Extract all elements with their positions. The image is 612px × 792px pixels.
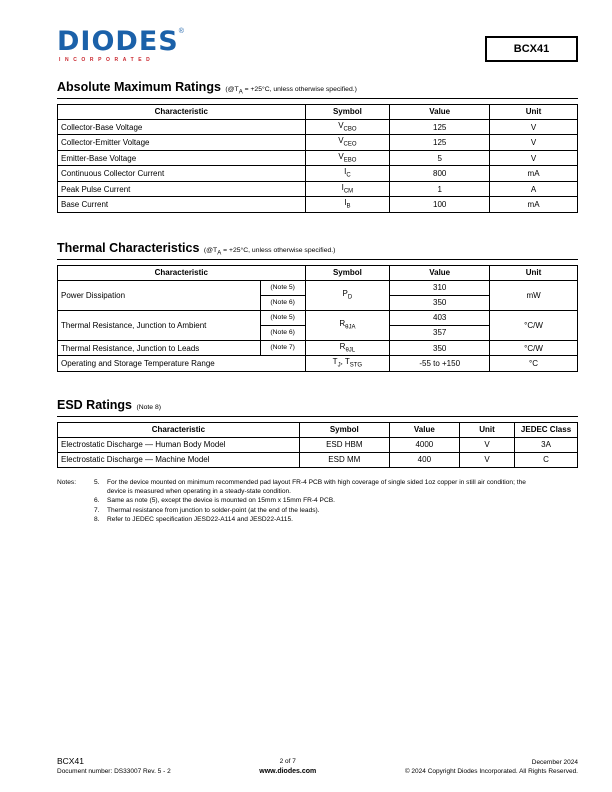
symbol-subscript: B: [346, 204, 351, 211]
unit-cell: V: [459, 452, 514, 467]
note-text: Thermal resistance from junction to solder-point (at the end of the leads).: [107, 506, 320, 514]
symbol-subscript: EBO: [343, 157, 357, 164]
unit-cell: V: [490, 120, 578, 135]
section-heading-esd-ratings: [57, 396, 578, 417]
symbol-cell: ESD MM: [299, 452, 389, 467]
symbol-text: I: [344, 198, 347, 208]
table-header-row: [58, 265, 578, 280]
note-ref-cell: (Note 7): [260, 340, 305, 355]
note-ref-cell: (Note 5): [260, 280, 305, 295]
symbol-cell: [305, 310, 390, 340]
symbol-cell: [305, 356, 390, 371]
absolute-maximum-ratings-table: [57, 104, 578, 213]
symbol-text: R: [339, 319, 346, 329]
col-header-jedec-class: JEDEC Class: [515, 422, 578, 437]
characteristic-cell: Power Dissipation: [58, 280, 261, 310]
subscript: A: [238, 89, 243, 96]
symbol-subscript: CM: [343, 188, 354, 195]
value-cell: 125: [390, 120, 490, 135]
section-title: ESD Ratings: [57, 397, 133, 412]
col-header-characteristic: Characteristic: [58, 265, 306, 280]
page-header: [57, 28, 578, 63]
unit-cell: A: [490, 181, 578, 196]
value-cell: 4000: [389, 437, 459, 452]
table-row: [58, 437, 578, 452]
symbol-cell: [305, 197, 390, 212]
part-number-box: BCX41: [485, 36, 578, 62]
table-row: [58, 197, 578, 212]
footer-website-link[interactable]: www.diodes.com: [259, 767, 317, 775]
symbol-text: V: [338, 151, 344, 161]
symbol-cell: [305, 135, 390, 150]
section-title: Absolute Maximum Ratings: [57, 80, 221, 94]
characteristic-cell: Electrostatic Discharge — Human Body Model: [58, 437, 300, 452]
diodes-logo: [57, 28, 184, 63]
note-text: Refer to JEDEC specification JESD22-A114 and JESD22-A115.: [107, 515, 293, 523]
footer-copyright: © 2024 Copyright Diodes Incorporated. All Rights Reserved.: [404, 768, 578, 776]
esd-ratings-table: [57, 422, 578, 468]
characteristic-cell: Emitter-Base Voltage: [58, 150, 306, 165]
note-text: Same as note (5), except the device is mounted on 15mm x 15mm FR-4 PCB.: [107, 497, 335, 505]
symbol-cell: [305, 340, 390, 355]
unit-cell: V: [490, 150, 578, 165]
note-number: 6.: [94, 497, 100, 505]
footer-part-number: BCX41: [57, 755, 84, 766]
table-row: [58, 452, 578, 467]
table-row: [58, 135, 578, 150]
symbol-cell: [305, 120, 390, 135]
symbol-text: V: [338, 121, 344, 130]
value-cell: 357: [390, 325, 490, 340]
value-cell: 5: [390, 150, 490, 165]
notes-list: [94, 478, 537, 524]
footer-page-number: 2 of 7: [279, 757, 296, 765]
col-header-unit: Unit: [490, 105, 578, 120]
unit-cell: mA: [490, 166, 578, 181]
footer-right: [405, 758, 578, 778]
note-ref-cell: (Note 6): [260, 325, 305, 340]
col-header-value: Value: [389, 422, 459, 437]
characteristic-cell: Peak Pulse Current: [58, 181, 306, 196]
symbol-text: I: [341, 182, 344, 192]
section-heading-absolute-maximum-ratings: [57, 78, 578, 99]
logo-text: DIODES: [57, 26, 179, 57]
section-condition: ($@T_A = +25^\circ C$, unless otherwise specified.): [203, 246, 336, 257]
characteristic-cell: Thermal Resistance, Junction to Ambient: [58, 310, 261, 340]
col-header-symbol: Symbol: [299, 422, 389, 437]
symbol-text: I: [344, 167, 347, 177]
value-cell: 403: [390, 310, 490, 325]
symbol-subscript: θJL: [345, 347, 356, 354]
symbol-subscript: STG: [349, 362, 363, 369]
value-cell: 1: [390, 181, 490, 196]
table-row: [58, 340, 578, 355]
characteristic-cell: Operating and Storage Temperature Range: [58, 356, 306, 371]
value-cell: 350: [390, 340, 490, 355]
symbol-subscript: C: [346, 173, 351, 180]
symbol-text: T: [332, 357, 338, 367]
symbol-cell: [305, 166, 390, 181]
footer-document-number: Document number: DS33007 Rev. 5 - 2: [57, 768, 171, 776]
unit-cell: V: [490, 135, 578, 150]
value-cell: 100: [390, 197, 490, 212]
table-row: [58, 181, 578, 196]
subscript: A: [217, 250, 222, 257]
table-row: [58, 150, 578, 165]
jedec-class-cell: 3A: [515, 437, 578, 452]
section-heading-thermal-characteristics: [57, 239, 578, 260]
table-header-row: [58, 422, 578, 437]
footer-left: [57, 755, 171, 778]
symbol-cell: [305, 181, 390, 196]
note-number: 8.: [94, 515, 100, 523]
characteristic-cell: Base Current: [58, 197, 306, 212]
note-number: 7.: [94, 506, 100, 514]
symbol-subscript: θJA: [345, 324, 356, 331]
symbol-subscript: CEO: [343, 142, 357, 149]
symbol-text: V: [338, 136, 344, 146]
table-row: [58, 166, 578, 181]
unit-cell: mA: [490, 197, 578, 212]
notes-label: Notes:: [57, 478, 77, 486]
value-cell: 800: [390, 166, 490, 181]
logo-wordmark: [57, 28, 184, 55]
characteristic-cell: Electrostatic Discharge — Machine Model: [58, 452, 300, 467]
col-header-symbol: Symbol: [305, 105, 390, 120]
note-number: 5.: [94, 478, 100, 486]
characteristic-cell: Collector-Base Voltage: [58, 120, 306, 135]
jedec-class-cell: C: [515, 452, 578, 467]
symbol-subscript: D: [347, 294, 353, 301]
registered-mark-icon: ®: [178, 28, 184, 35]
footer-center: [259, 757, 316, 777]
unit-cell: °C: [490, 356, 578, 371]
col-header-characteristic: Characteristic: [58, 105, 306, 120]
value-cell: 310: [390, 280, 490, 295]
value-cell: 400: [389, 452, 459, 467]
section-note-ref: (Note 8): [136, 403, 162, 411]
footer-date: December 2024: [531, 758, 578, 766]
table-row: [58, 310, 578, 325]
unit-cell: V: [459, 437, 514, 452]
characteristic-cell: Continuous Collector Current: [58, 166, 306, 181]
unit-cell: °C/W: [490, 310, 578, 340]
symbol-subscript: CBO: [343, 126, 357, 133]
note-item: [94, 496, 537, 505]
logo-subtitle: INCORPORATED: [59, 57, 155, 63]
table-row: [58, 120, 578, 135]
section-title: Thermal Characteristics: [57, 240, 200, 255]
symbol-text: , T: [340, 357, 350, 367]
col-header-value: Value: [390, 265, 490, 280]
thermal-characteristics-table: [57, 265, 578, 372]
value-cell: -55 to +150: [390, 356, 490, 371]
col-header-value: Value: [390, 105, 490, 120]
col-header-symbol: Symbol: [305, 265, 390, 280]
note-item: [94, 515, 537, 524]
note-item: [94, 506, 537, 515]
col-header-unit: Unit: [490, 265, 578, 280]
page-footer: [57, 755, 578, 778]
symbol-subscript: J: [337, 362, 341, 369]
value-cell: 350: [390, 295, 490, 310]
symbol-cell: ESD HBM: [299, 437, 389, 452]
note-ref-cell: (Note 5): [260, 310, 305, 325]
table-row: [58, 356, 578, 371]
characteristic-cell: Collector-Emitter Voltage: [58, 135, 306, 150]
symbol-text: R: [339, 341, 346, 351]
col-header-unit: Unit: [459, 422, 514, 437]
col-header-characteristic: Characteristic: [58, 422, 300, 437]
value-cell: 125: [390, 135, 490, 150]
unit-cell: °C/W: [490, 340, 578, 355]
symbol-cell: [305, 150, 390, 165]
note-item: [94, 478, 537, 496]
unit-cell: mW: [490, 280, 578, 310]
notes-section: [57, 478, 578, 524]
note-text: For the device mounted on minimum recommended pad layout FR-4 PCB with high coverage of single sided 1oz copper in still air condition; the device is measured when operating in a steady-state condition.: [107, 478, 526, 496]
symbol-text: P: [342, 289, 348, 299]
symbol-cell: [305, 280, 390, 310]
table-header-row: [58, 105, 578, 120]
note-ref-cell: (Note 6): [260, 295, 305, 310]
characteristic-cell: Thermal Resistance, Junction to Leads: [58, 340, 261, 355]
section-condition: ($@T_A = +25^\circ C$, unless otherwise specified.): [225, 86, 357, 96]
table-row: [58, 280, 578, 295]
